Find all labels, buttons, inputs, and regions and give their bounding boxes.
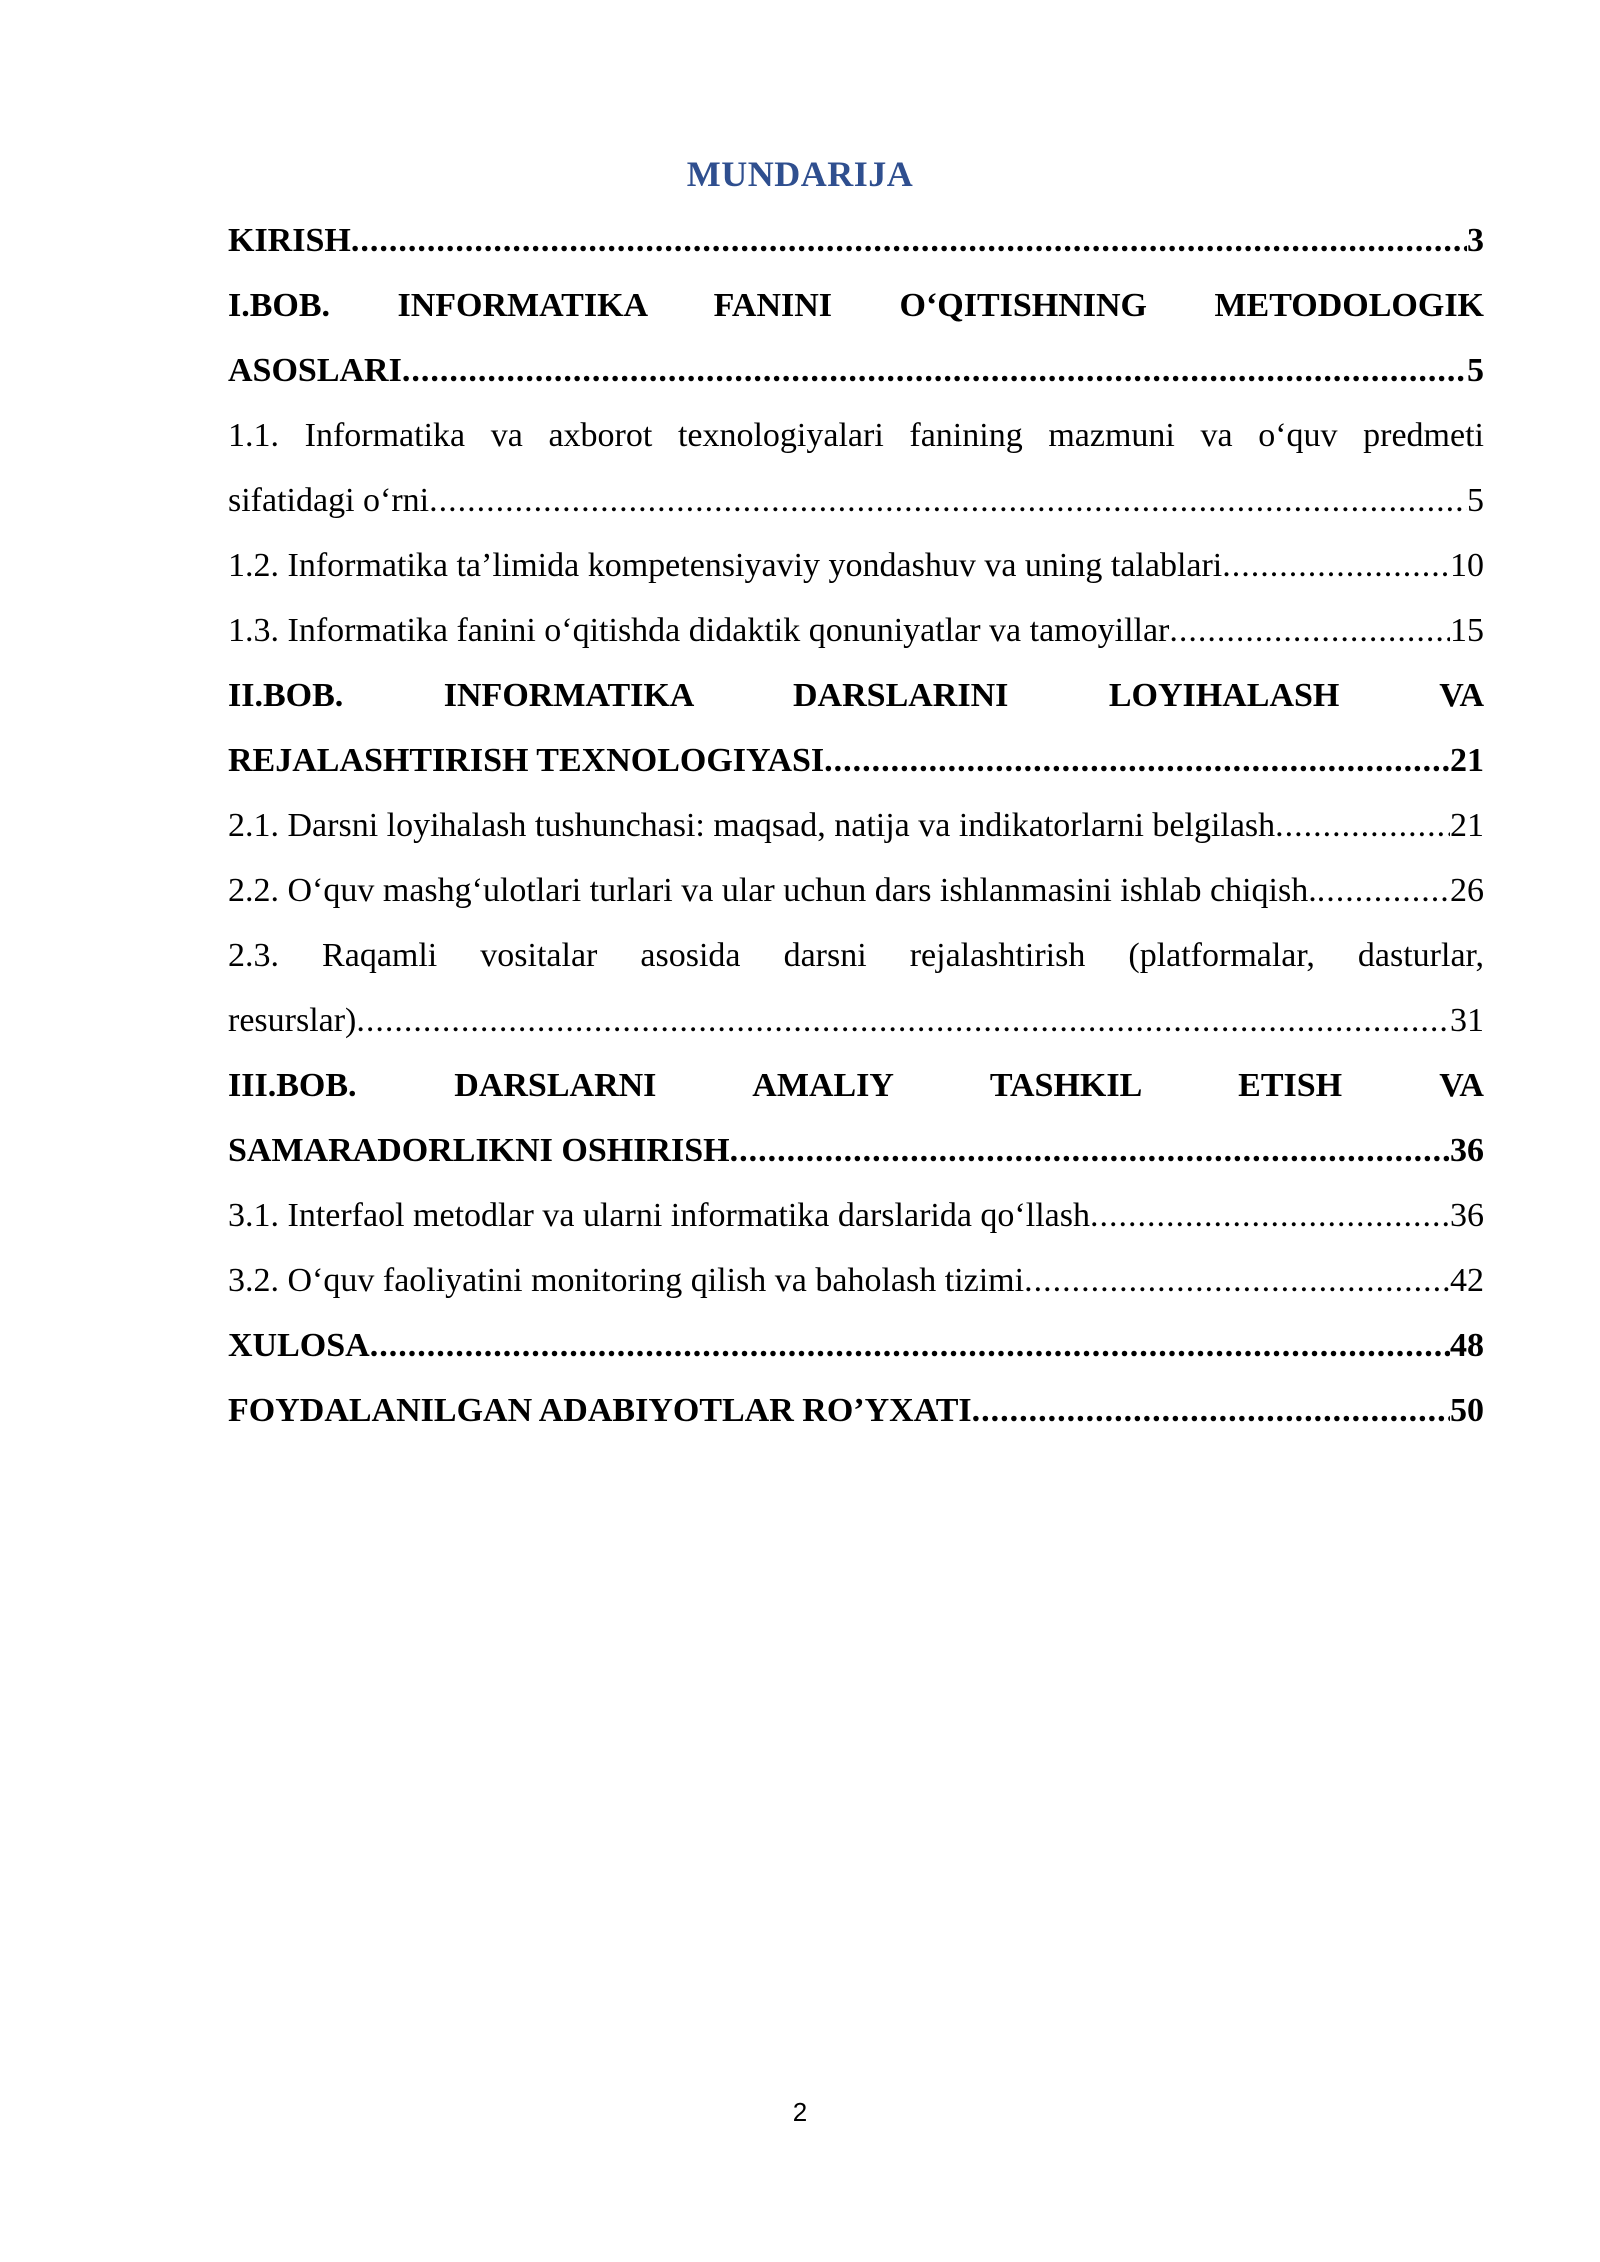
toc-entry-title: 3.1. Interfaol metodlar va ularni informatika darslarida qo‘llash — [228, 1197, 1090, 1234]
dot-leader — [824, 728, 1450, 793]
toc-entry-page: 36 — [1450, 1132, 1484, 1169]
toc-entry — [228, 1378, 1484, 1443]
toc-entry-last-line — [228, 208, 1484, 273]
dot-leader — [730, 1118, 1450, 1183]
toc-entry-title: resurslar) — [228, 1002, 357, 1039]
toc-entry-last-line — [228, 1248, 1484, 1313]
toc-entry-page: 15 — [1450, 612, 1484, 649]
toc-entry-title: XULOSA — [228, 1327, 370, 1364]
toc-entry-title: sifatidagi o‘rni — [228, 482, 430, 519]
toc-entry-last-line — [228, 1118, 1484, 1183]
toc-entry — [228, 858, 1484, 923]
toc-entry-page: 21 — [1450, 807, 1484, 844]
toc-entry — [228, 1053, 1484, 1183]
toc-entry-last-line — [228, 858, 1484, 923]
toc-title: MUNDARIJA — [686, 154, 914, 194]
toc-entry — [228, 663, 1484, 793]
toc-entry-last-line — [228, 793, 1484, 858]
toc-entry-title-line: III.BOB. DARSLARNI AMALIY TASHKIL ETISH VA — [228, 1067, 1484, 1104]
dot-leader — [1090, 1183, 1450, 1248]
toc-entry — [228, 403, 1484, 533]
toc-entry-title-line: 2.3. Raqamli vositalar asosida darsni rejalashtirish (platformalar, dasturlar, — [228, 937, 1484, 974]
toc-entry-last-line — [228, 338, 1484, 403]
toc-entry-title-line: 1.1. Informatika va axborot texnologiyalari fanining mazmuni va o‘quv predmeti — [228, 417, 1484, 454]
toc-entry-last-line — [228, 1378, 1484, 1443]
toc-entry-last-line — [228, 1183, 1484, 1248]
page-number: 2 — [792, 2097, 808, 2127]
dot-leader — [1222, 533, 1450, 598]
toc-entry-page: 36 — [1450, 1197, 1484, 1234]
toc-entry-title: 3.2. O‘quv faoliyatini monitoring qilish va baholash tizimi — [228, 1262, 1025, 1299]
dot-leader — [1275, 793, 1450, 858]
toc-entry — [228, 1248, 1484, 1313]
toc-entry-page: 48 — [1450, 1327, 1484, 1364]
toc-entry-page: 5 — [1467, 482, 1484, 519]
toc-entry-title-line: I.BOB. INFORMATIKA FANINI O‘QITISHNING METODOLOGIK — [228, 287, 1484, 324]
toc-entry-title: ASOSLARI — [228, 352, 402, 389]
toc-entry-title: 2.1. Darsni loyihalash tushunchasi: maqsad, natija va indikatorlarni belgilash — [228, 807, 1276, 844]
dot-leader — [1317, 858, 1450, 923]
toc-entry-page: 3 — [1467, 222, 1484, 259]
toc-entry-page: 42 — [1450, 1262, 1484, 1299]
table-of-contents — [228, 208, 1484, 1443]
toc-entry-page: 21 — [1450, 742, 1484, 779]
toc-entry-page: 26 — [1450, 872, 1484, 909]
toc-entry-page: 50 — [1450, 1392, 1484, 1429]
toc-entry-last-line — [228, 988, 1484, 1053]
toc-entry-page: 31 — [1450, 1002, 1484, 1039]
toc-entry-title: 2.2. O‘quv mashg‘ulotlari turlari va ular uchun dars ishlanmasini ishlab chiqish. — [228, 872, 1317, 909]
dot-leader — [356, 988, 1450, 1053]
toc-entry — [228, 273, 1484, 403]
toc-entry-title: SAMARADORLIKNI OSHIRISH — [228, 1132, 730, 1169]
toc-entry — [228, 208, 1484, 273]
dot-leader — [1169, 598, 1450, 663]
toc-entry-last-line — [228, 728, 1484, 793]
toc-entry-title-line: II.BOB. INFORMATIKA DARSLARINI LOYIHALASH VA — [228, 677, 1484, 714]
toc-entry-title: KIRISH — [228, 222, 351, 259]
toc-entry-title: REJALASHTIRISH TEXNOLOGIYASI — [228, 742, 825, 779]
dot-leader — [370, 1313, 1450, 1378]
dot-leader — [429, 468, 1467, 533]
toc-entry-page: 5 — [1467, 352, 1484, 389]
toc-entry — [228, 533, 1484, 598]
toc-entry — [228, 1183, 1484, 1248]
toc-entry-page: 10 — [1450, 547, 1484, 584]
toc-entry — [228, 793, 1484, 858]
toc-entry — [228, 598, 1484, 663]
dot-leader — [1024, 1248, 1450, 1313]
toc-entry-last-line — [228, 1313, 1484, 1378]
toc-entry-title: FOYDALANILGAN ADABIYOTLAR RO’YXATI — [228, 1392, 972, 1429]
toc-entry-title: 1.3. Informatika fanini o‘qitishda didaktik qonuniyatlar va tamoyillar — [228, 612, 1170, 649]
dot-leader — [402, 338, 1467, 403]
dot-leader — [972, 1378, 1450, 1443]
toc-entry-title: 1.2. Informatika ta’limida kompetensiyaviy yondashuv va uning talablari — [228, 547, 1223, 584]
dot-leader — [351, 208, 1467, 273]
toc-entry — [228, 1313, 1484, 1378]
toc-entry — [228, 923, 1484, 1053]
toc-entry-last-line — [228, 468, 1484, 533]
toc-entry-last-line — [228, 598, 1484, 663]
toc-entry-last-line — [228, 533, 1484, 598]
